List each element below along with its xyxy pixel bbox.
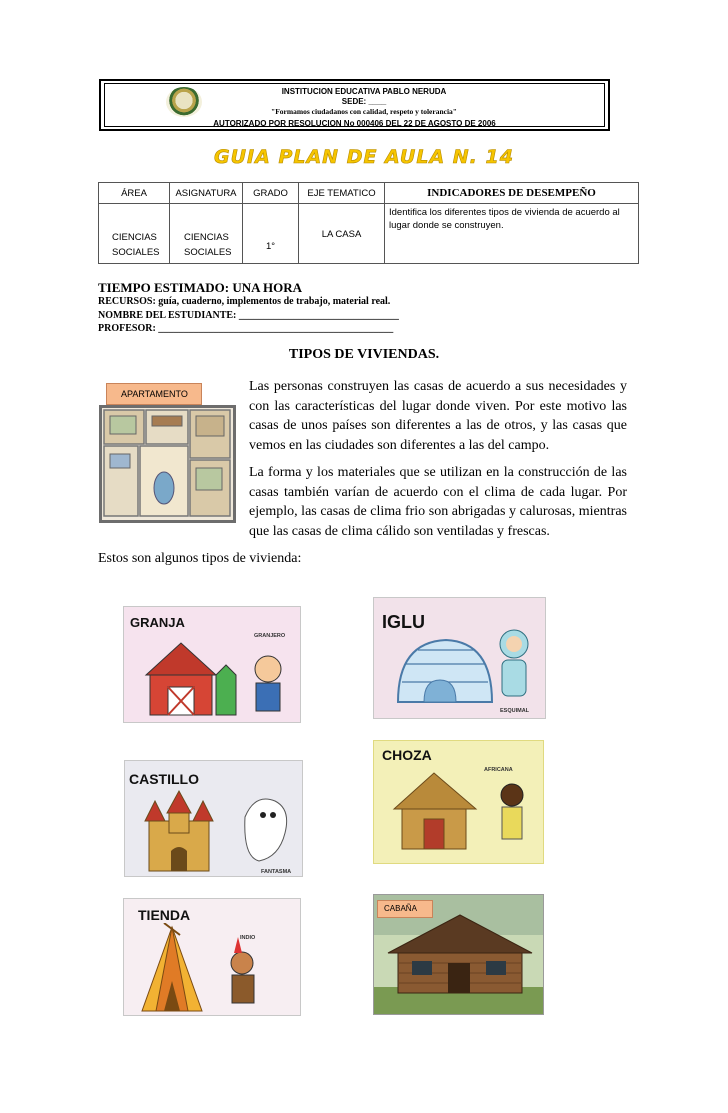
sede-line: SEDE: ____ bbox=[341, 97, 387, 106]
col-indicadores-header: INDICADORES DE DESEMPEÑO bbox=[385, 183, 639, 204]
authorization-clip bbox=[104, 119, 605, 127]
card-cabana bbox=[373, 894, 544, 1015]
cell-eje: LA CASA bbox=[299, 204, 385, 264]
paragraph-2: La forma y los materiales que se utilizan en la construcción de las casas también varían de acuerdo con el clima de cada lugar. Por ejemplo, las casas de clima frio son abrigadas y calurosas, mientras que las casas de clima cálido son ventiladas y frescas. bbox=[249, 465, 627, 539]
col-grado-header: GRADO bbox=[243, 183, 299, 204]
card-tienda-title: TIENDA bbox=[138, 907, 191, 923]
guide-title: GUIA PLAN DE AULA N. 14 bbox=[214, 146, 514, 168]
motto: "Formamos ciudadanos con calidad, respeto y tolerancia" bbox=[271, 107, 457, 116]
tipi-image bbox=[134, 923, 300, 1015]
col-eje-header: EJE TEMATICO bbox=[299, 183, 385, 204]
tiempo-estimado: TIEMPO ESTIMADO: UNA HORA bbox=[98, 280, 303, 295]
card-castillo-title: CASTILLO bbox=[129, 771, 199, 787]
card-granja-title: GRANJA bbox=[130, 615, 185, 630]
recursos: RECURSOS: guía, cuaderno, implementos de trabajo, material real. bbox=[98, 296, 391, 307]
paragraph-1: Las personas construyen las casas de acuerdo a sus necesidades y con las características del lugar donde viven. Por este motivo las casas de unos países son diferentes a las de otros, y las casas que vemos en las ciudades son diferentes a las del campo. bbox=[249, 379, 627, 453]
card-cabana-title: CABAÑA bbox=[377, 900, 433, 918]
col-area-header: ÁREA bbox=[99, 183, 170, 204]
card-tienda-caption: INDIO bbox=[240, 935, 256, 941]
apartment-floorplan-image bbox=[99, 405, 236, 523]
profesor: PROFESOR: _______________________________________________ bbox=[98, 323, 394, 334]
card-granja-caption: GRANJERO bbox=[254, 633, 286, 639]
card-castillo-caption: FANTASMA bbox=[261, 869, 292, 875]
castle-image bbox=[135, 787, 301, 875]
card-iglu bbox=[373, 597, 546, 719]
card-iglu-caption: ESQUIMAL bbox=[500, 708, 530, 714]
intro-text: Estos son algunos tipos de vivienda: bbox=[98, 551, 302, 566]
hut-image bbox=[390, 767, 540, 863]
card-castillo bbox=[124, 760, 303, 877]
info-table bbox=[98, 182, 639, 264]
cell-asignatura: CIENCIAS SOCIALES bbox=[184, 232, 232, 258]
cell-indicador: Identifica los diferentes tipos de vivienda de acuerdo al lugar donde se construyen. bbox=[385, 204, 639, 264]
section-title: TIPOS DE VIVIENDAS. bbox=[288, 347, 440, 362]
nombre-estudiante: NOMBRE DEL ESTUDIANTE: ________________________________ bbox=[98, 310, 399, 321]
card-tienda bbox=[123, 898, 301, 1016]
cell-grado: 1° bbox=[243, 204, 299, 264]
authorization-line: AUTORIZADO POR RESOLUCION No 000406 DEL 22 DE AGOSTO DE 2006 bbox=[213, 119, 496, 127]
card-choza bbox=[373, 740, 544, 864]
card-choza-title: CHOZA bbox=[382, 747, 432, 763]
igloo-image bbox=[384, 622, 544, 714]
card-iglu-title: IGLU bbox=[382, 612, 425, 632]
institution-name: INSTITUCION EDUCATIVA PABLO NERUDA bbox=[281, 87, 447, 96]
card-granja bbox=[123, 606, 301, 723]
apartment-label: APARTAMENTO bbox=[106, 383, 202, 405]
col-asignatura-header: ASIGNATURA bbox=[170, 183, 243, 204]
card-choza-caption: AFRICANA bbox=[484, 767, 513, 773]
barn-image bbox=[136, 635, 296, 721]
cell-area: CIENCIAS SOCIALES bbox=[112, 232, 160, 258]
